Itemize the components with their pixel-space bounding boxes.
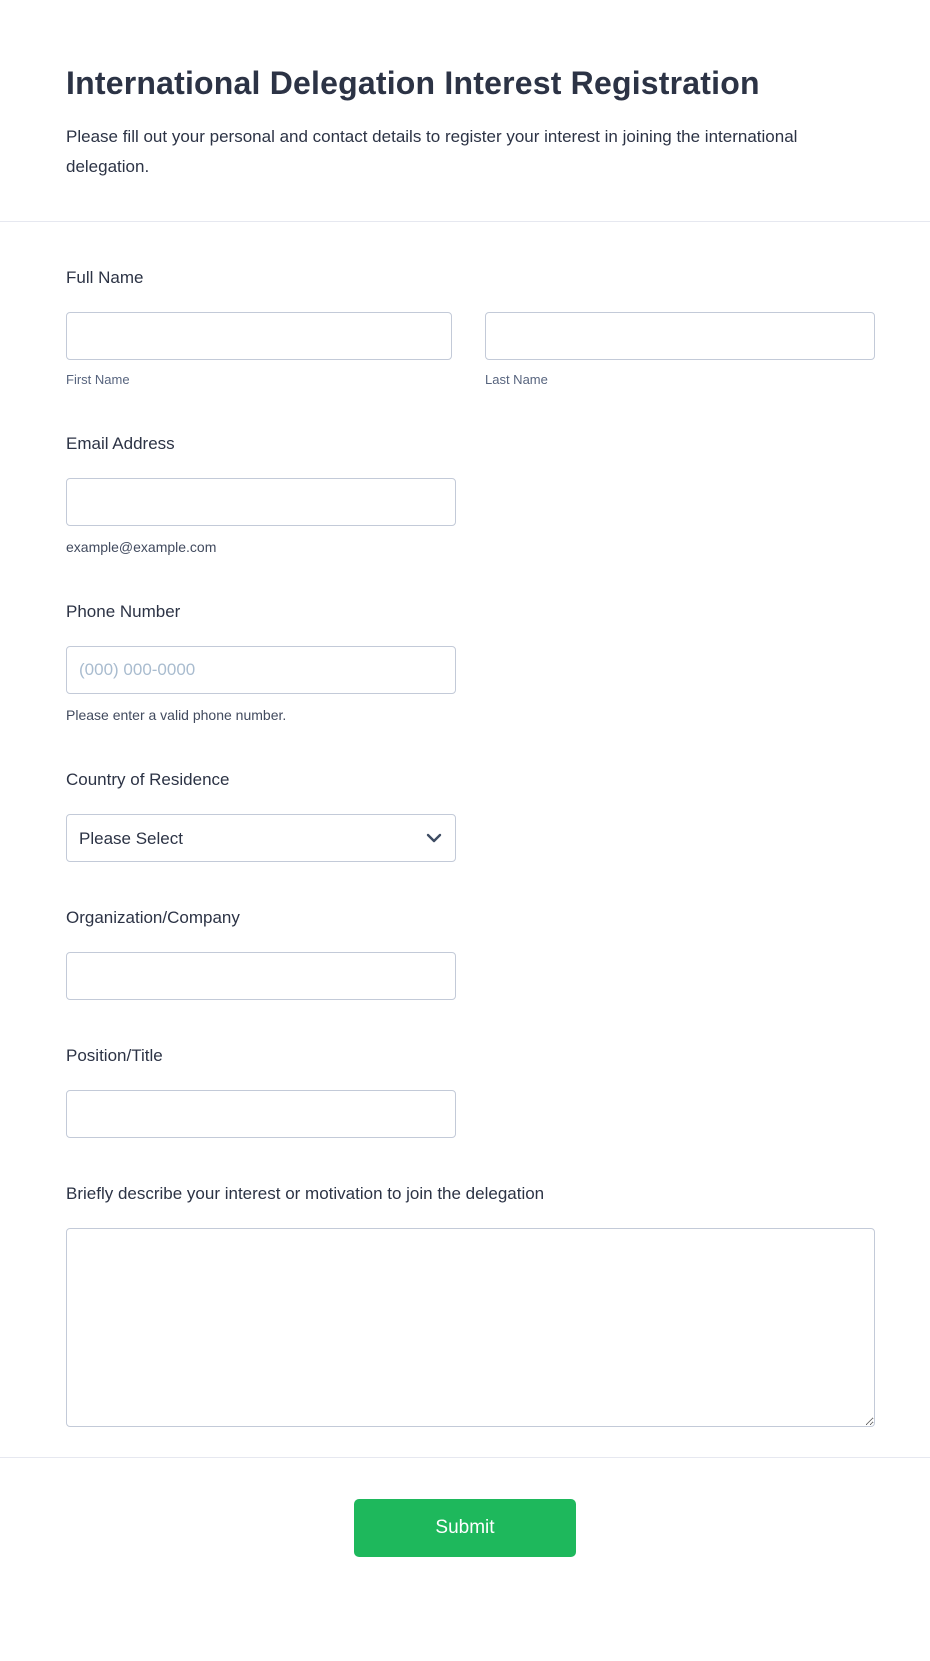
field-phone — [66, 600, 875, 724]
form-title: International Delegation Interest Registration — [66, 65, 760, 101]
form-description: Please fill out your personal and contact details to register your interest in joining the international delegation. — [66, 127, 798, 176]
phone-input[interactable] — [66, 646, 456, 694]
email-label: Email Address — [66, 434, 175, 453]
field-organization — [66, 906, 875, 1000]
first-name-input[interactable] — [66, 312, 452, 360]
form-body — [0, 222, 930, 1427]
last-name-column — [485, 312, 875, 388]
country-select[interactable] — [66, 814, 456, 862]
country-select-wrap — [66, 814, 456, 862]
submit-section — [0, 1458, 930, 1607]
full-name-label: Full Name — [66, 268, 144, 287]
field-full-name — [66, 266, 875, 388]
country-label: Country of Residence — [66, 770, 230, 789]
field-country — [66, 768, 875, 862]
motivation-label: Briefly describe your interest or motivation to join the delegation — [66, 1184, 545, 1203]
phone-label: Phone Number — [66, 602, 181, 621]
first-name-sublabel: First Name — [66, 372, 130, 387]
email-hint: example@example.com — [66, 539, 217, 555]
motivation-textarea[interactable] — [66, 1228, 875, 1427]
last-name-input[interactable] — [485, 312, 875, 360]
field-motivation — [66, 1182, 875, 1427]
organization-input[interactable] — [66, 952, 456, 1000]
submit-button[interactable]: Submit — [354, 1499, 576, 1557]
field-position — [66, 1044, 875, 1138]
email-input[interactable] — [66, 478, 456, 526]
position-input[interactable] — [66, 1090, 456, 1138]
phone-hint: Please enter a valid phone number. — [66, 707, 287, 723]
last-name-sublabel: Last Name — [485, 372, 548, 387]
organization-label: Organization/Company — [66, 908, 240, 927]
name-row — [66, 312, 875, 388]
position-label: Position/Title — [66, 1046, 163, 1065]
first-name-column — [66, 312, 452, 388]
form-header — [0, 0, 930, 221]
field-email — [66, 432, 875, 556]
